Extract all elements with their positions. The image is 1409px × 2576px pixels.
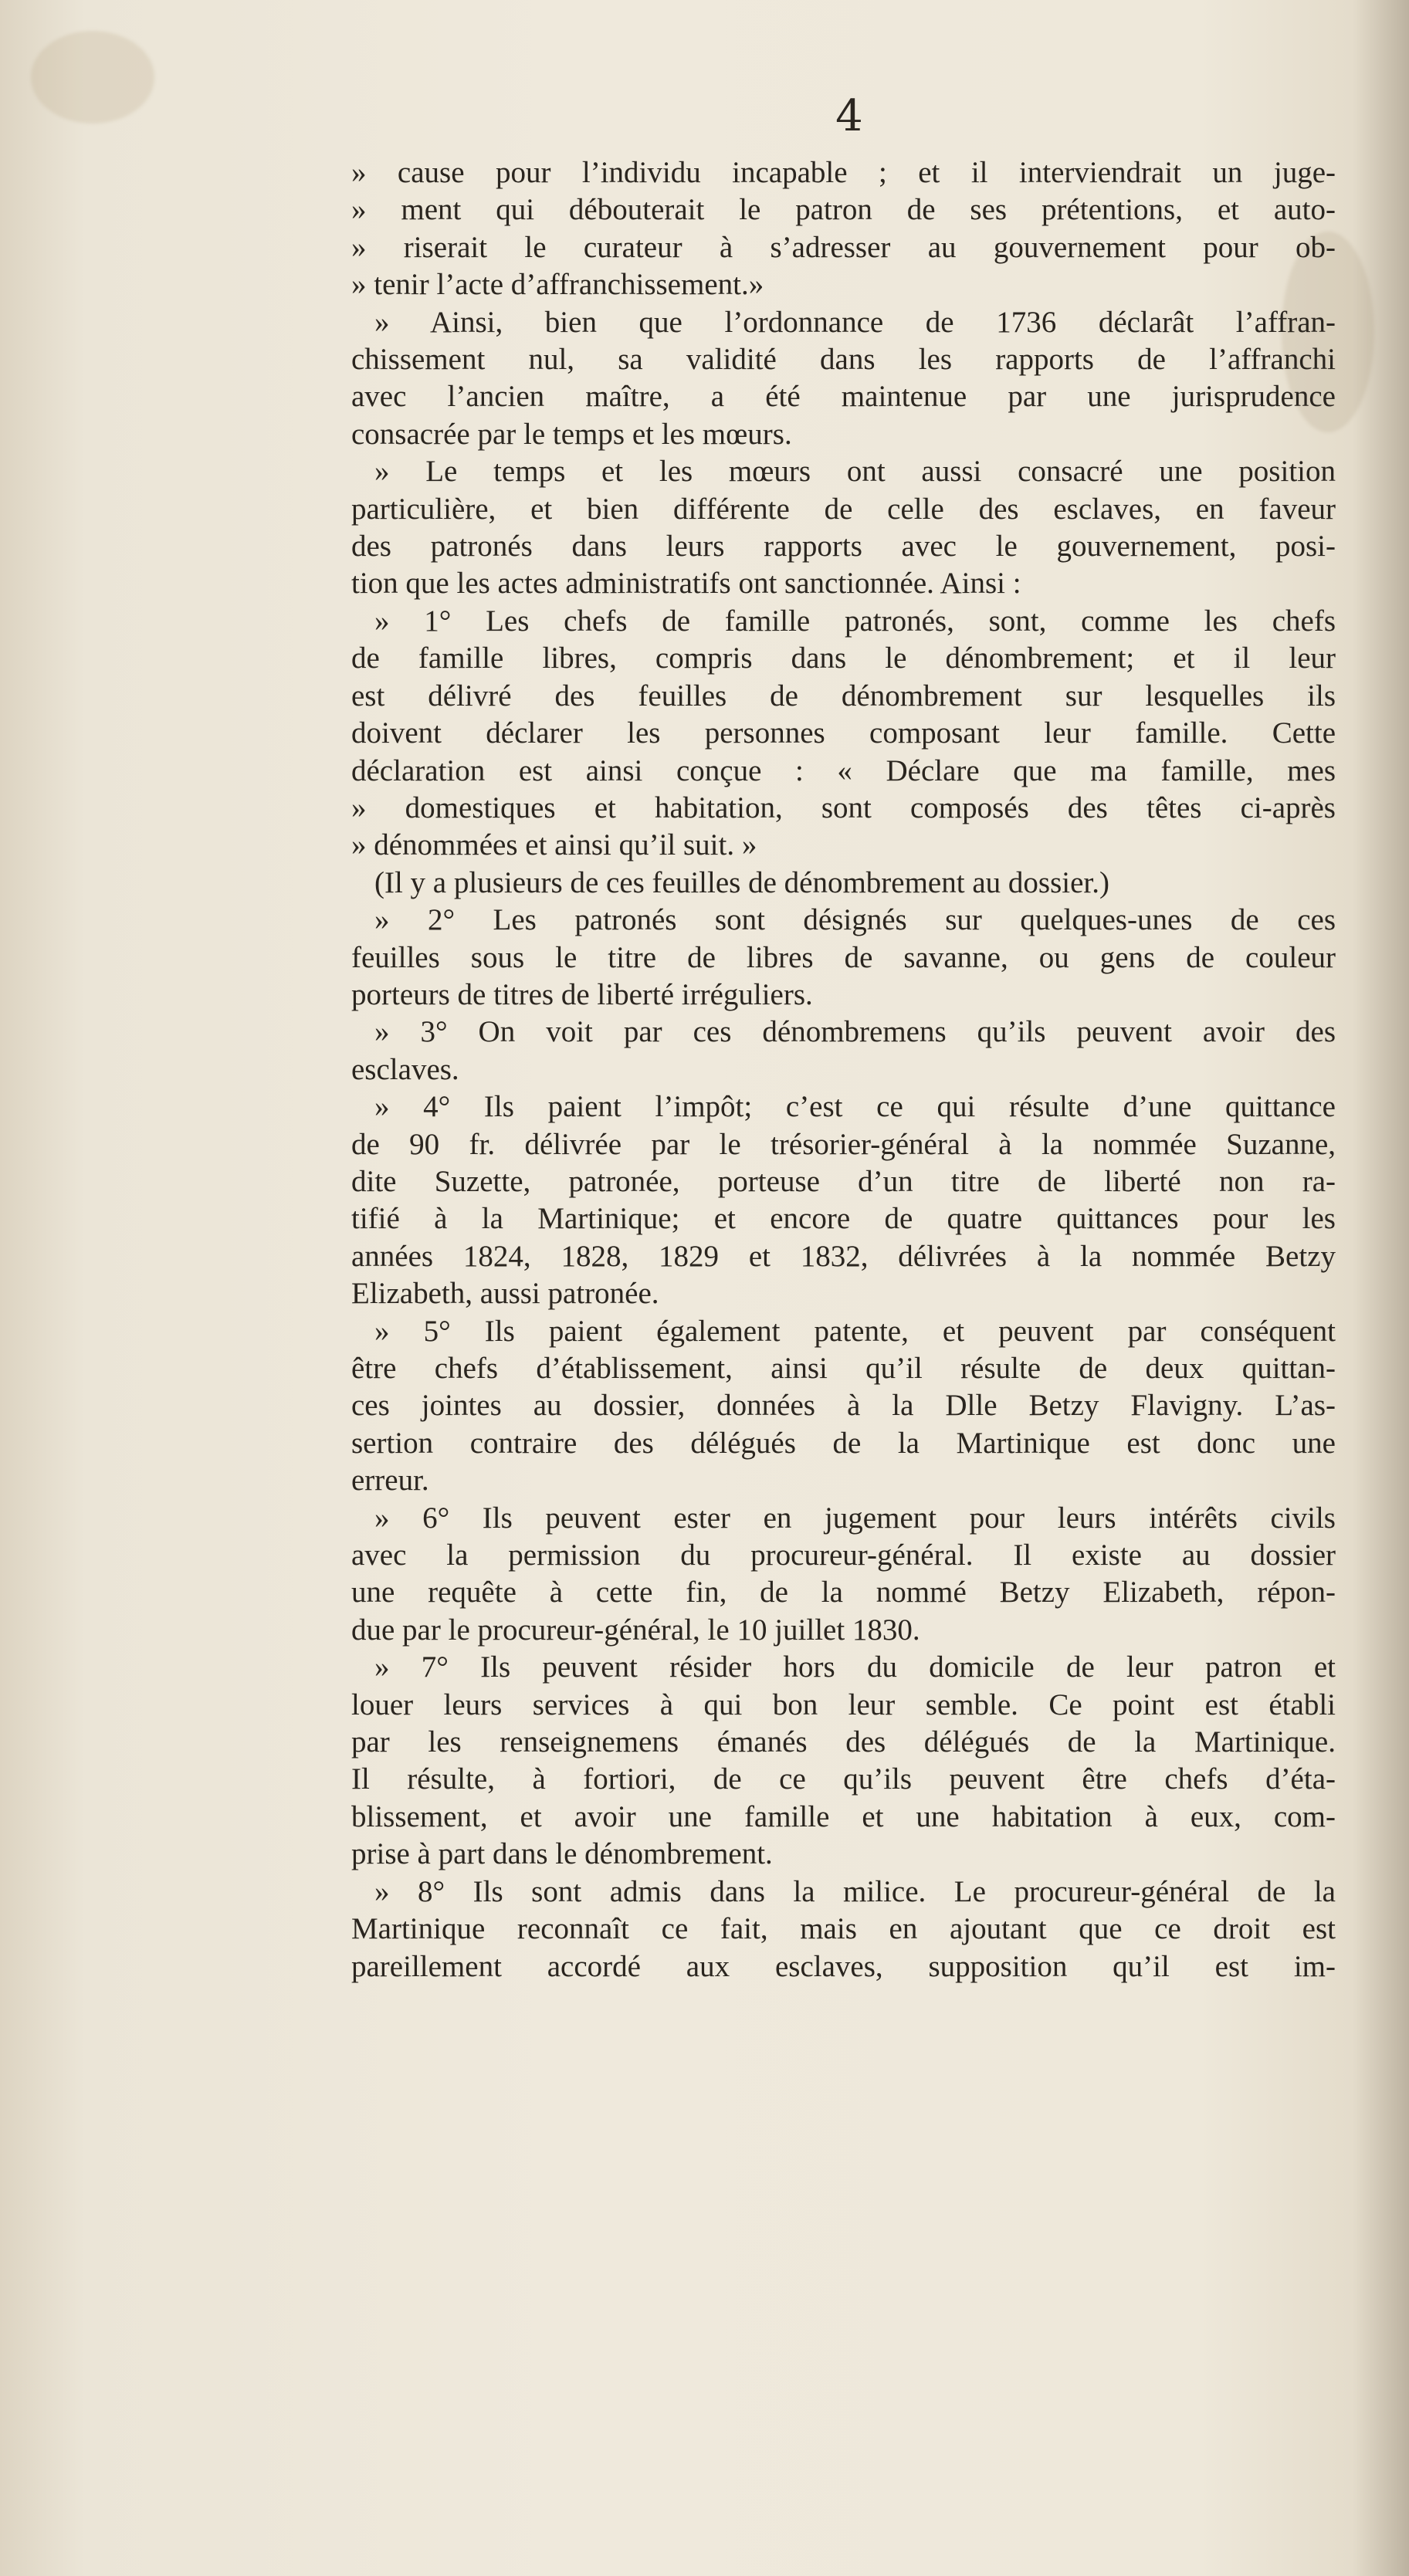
text-line: » 4° Ils paient l’impôt; c’est ce qui résulte d’une quittance — [374, 1090, 1336, 1124]
text-line: par les renseignemens émanés des délégués de la Martinique. — [351, 1725, 1336, 1759]
text-line: blissement, et avoir une famille et une habitation à eux, com- — [351, 1799, 1336, 1833]
text-line: » cause pour l’individu incapable ; et il interviendrait un juge- — [351, 156, 1336, 189]
text-line: dite Suzette, patronée, porteuse d’un titre de liberté non ra- — [351, 1164, 1336, 1198]
text-line: doivent déclarer les personnes composant leur famille. Cette — [351, 716, 1336, 750]
text-line: » 1° Les chefs de famille patronés, sont, comme les chefs — [374, 604, 1336, 638]
text-line: » Le temps et les mœurs ont aussi consacré une position — [374, 455, 1336, 489]
body-text — [351, 154, 1336, 2254]
text-line: prise à part dans le dénombrement. — [351, 1837, 773, 1871]
text-line: particulière, et bien différente de celle des esclaves, en faveur — [351, 492, 1336, 526]
text-line: consacrée par le temps et les mœurs. — [351, 417, 792, 451]
text-line: de famille libres, compris dans le dénombrement; et il leur — [351, 641, 1336, 675]
text-line: être chefs d’établissement, ainsi qu’il résulte de deux quittan- — [351, 1352, 1336, 1385]
text-line: des patronés dans leurs rapports avec le gouvernement, posi- — [351, 530, 1336, 564]
text-line: sertion contraire des délégués de la Martinique est donc une — [351, 1426, 1336, 1460]
text-line: chissement nul, sa validité dans les rapports de l’affranchi — [351, 343, 1336, 377]
text-line: erreur. — [351, 1464, 429, 1498]
text-line: années 1824, 1828, 1829 et 1832, délivrées à la nommée Betzy — [351, 1239, 1336, 1273]
text-line: déclaration est ainsi conçue : « Déclare que ma famille, mes — [351, 753, 1336, 787]
text-line: » domestiques et habitation, sont composés des têtes ci-après — [351, 790, 1336, 824]
text-line: est délivré des feuilles de dénombrement sur lesquelles ils — [351, 679, 1336, 713]
text-line: Martinique reconnaît ce fait, mais en ajoutant que ce droit est — [351, 1912, 1336, 1946]
text-line: tion que les actes administratifs ont sanctionnée. Ainsi : — [351, 567, 1021, 601]
text-line: Elizabeth, aussi patronée. — [351, 1277, 659, 1311]
text-line: » 5° Ils paient également patente, et peuvent par conséquent — [374, 1314, 1336, 1348]
text-line: due par le procureur-général, le 10 juillet 1830. — [351, 1613, 920, 1647]
text-line: » riserait le curateur à s’adresser au gouvernement pour ob- — [351, 230, 1336, 264]
text-line: (Il y a plusieurs de ces feuilles de dénombrement au dossier.) — [374, 865, 1109, 899]
text-line: » ment qui débouterait le patron de ses prétentions, et auto- — [351, 193, 1336, 227]
text-line: feuilles sous le titre de libres de savanne, ou gens de couleur — [351, 940, 1336, 974]
text-line: pareillement accordé aux esclaves, supposition qu’il est im- — [351, 1949, 1336, 1983]
text-line: Il résulte, à fortiori, de ce qu’ils peuvent être chefs d’éta- — [351, 1762, 1336, 1796]
text-line: tifié à la Martinique; et encore de quatre quittances pour les — [351, 1202, 1336, 1236]
text-line: » 8° Ils sont admis dans la milice. Le procureur-général de la — [374, 1874, 1336, 1908]
text-line: » tenir l’acte d’affranchissement.» — [351, 268, 764, 302]
text-line: porteurs de titres de liberté irréguliers. — [351, 977, 813, 1011]
text-line: » 7° Ils peuvent résider hors du domicile de leur patron et — [374, 1650, 1336, 1684]
page-number: 4 — [835, 91, 863, 141]
text-line: une requête à cette fin, de la nommé Betzy Elizabeth, répon- — [351, 1576, 1336, 1610]
text-line: avec la permission du procureur-général. Il existe au dossier — [351, 1538, 1336, 1572]
text-line: de 90 fr. délivrée par le trésorier-général à la nommée Suzanne, — [351, 1127, 1336, 1161]
text-line: » Ainsi, bien que l’ordonnance de 1736 déclarât l’affran- — [374, 305, 1336, 339]
text-line: ces jointes au dossier, données à la Dlle Betzy Flavigny. L’as- — [351, 1389, 1336, 1423]
text-line: avec l’ancien maître, a été maintenue par une jurisprudence — [351, 380, 1336, 414]
text-line: » 3° On voit par ces dénombremens qu’ils peuvent avoir des — [374, 1015, 1336, 1049]
text-line: louer leurs services à qui bon leur semble. Ce point est établi — [351, 1687, 1336, 1721]
text-line: esclaves. — [351, 1052, 459, 1086]
text-line: » 2° Les patronés sont désignés sur quelques-unes de ces — [374, 903, 1336, 937]
paper-stain — [31, 31, 154, 124]
text-line: » 6° Ils peuvent ester en jugement pour leurs intérêts civils — [374, 1501, 1336, 1535]
text-line: » dénommées et ainsi qu’il suit. » — [351, 828, 757, 862]
